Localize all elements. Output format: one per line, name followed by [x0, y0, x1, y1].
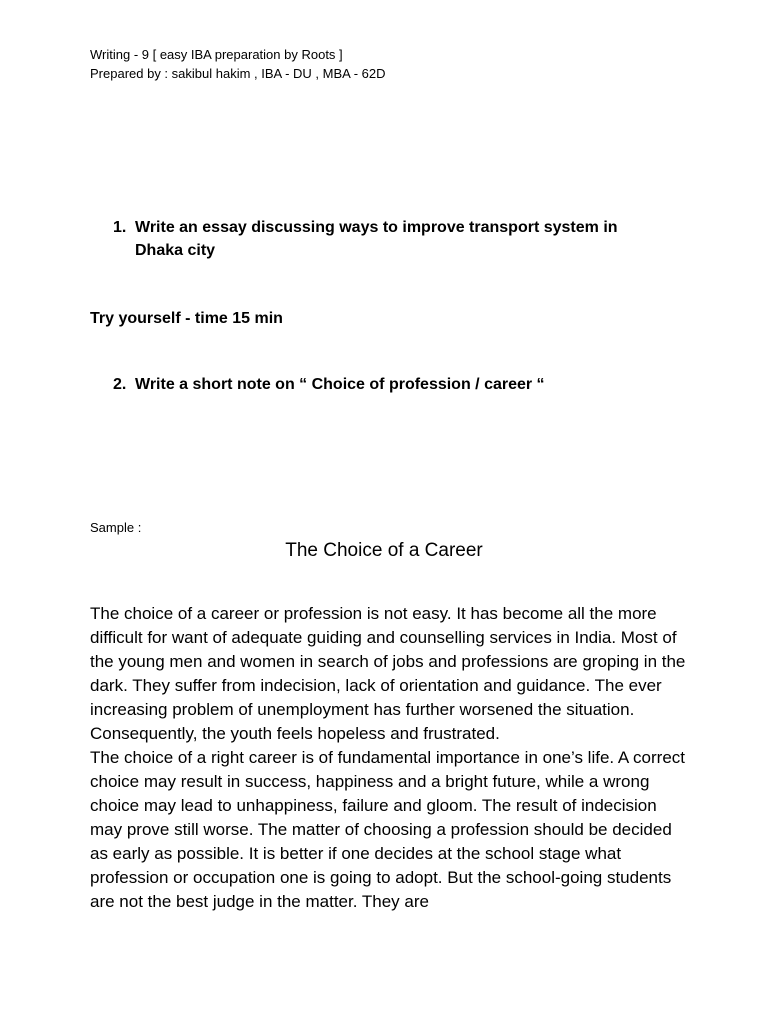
question-1-text: Write an essay discussing ways to improve transport system in Dhaka city	[135, 219, 618, 259]
header-line-author: Prepared by : sakibul hakim , IBA - DU , MBA - 62D	[90, 66, 386, 81]
header-line-title: Writing - 9 [ easy IBA preparation by Roots ]	[90, 47, 343, 62]
question-2-number: 2.	[113, 376, 127, 393]
question-2	[113, 373, 673, 396]
essay-body	[90, 602, 690, 914]
sample-label: Sample :	[90, 520, 142, 535]
essay-title: The Choice of a Career	[285, 540, 483, 561]
question-1	[113, 216, 673, 262]
question-1-number: 1.	[113, 219, 127, 236]
try-yourself-note: Try yourself - time 15 min	[90, 310, 283, 327]
document-header	[90, 45, 386, 83]
essay-paragraph-1: The choice of a career or profession is not easy. It has become all the more difficult for want of adequate guiding and counselling services in India. Most of the young men and women in search of jobs and professions are groping in the dark. They suffer from indecision, lack of orientation and guidance. The ever increasing problem of unemployment has further worsened the situation. Consequently, the youth feels hopeless and frustrated.	[90, 604, 686, 743]
essay-paragraph-2: The choice of a right career is of fundamental importance in one’s life. A correct choice may result in success, happiness and a bright future, while a wrong choice may lead to unhappiness, failure and gloom. The result of indecision may prove still worse. The matter of choosing a profession should be decided as early as possible. It is better if one decides at the school stage what profession or occupation one is going to adopt. But the school-going students are not the best judge in the matter. They are	[90, 748, 685, 911]
question-2-text: Write a short note on “ Choice of profession / career “	[135, 376, 545, 393]
